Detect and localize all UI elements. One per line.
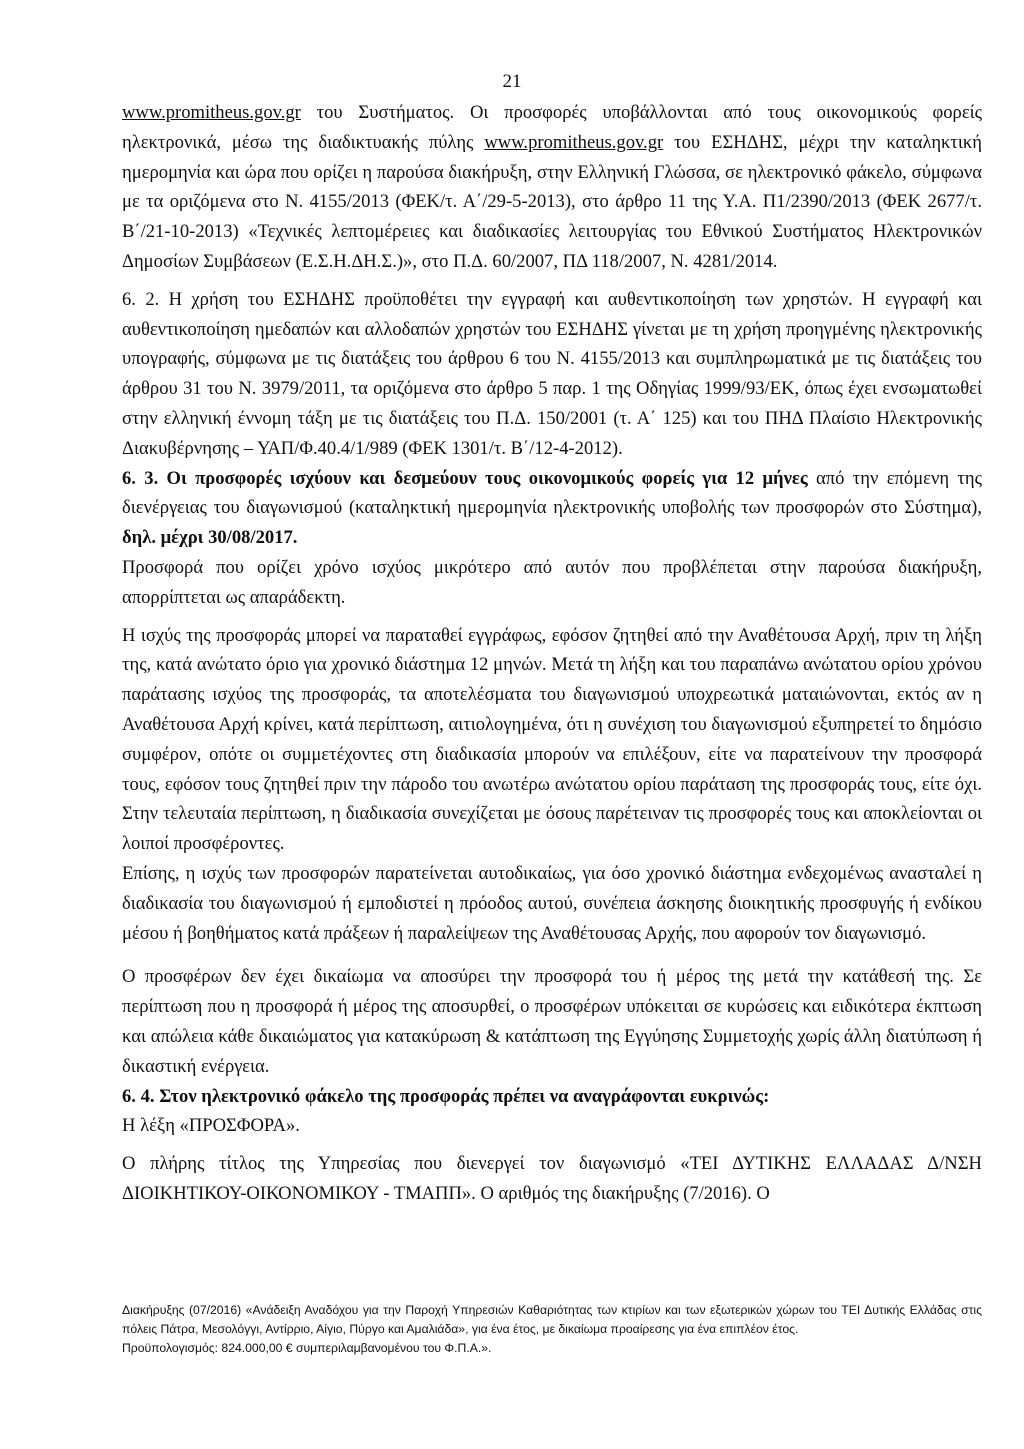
paragraph-extension: Η ισχύς της προσφοράς μπορεί να παραταθεί εγγράφως, εφόσον ζητηθεί από την Αναθέτουσα Αρχή, πριν τη λήξη της, κατά ανώτατο όριο για χρονικό διάστημα 12 μηνών. Μετά τη λήξη και του παραπάνω ανώτατου ορίου χρόνου παράτασης ισχύος της προσφοράς, τα αποτελέσματα του διαγωνισμού υποχρεωτικά ματαιώνονται, εκτός αν η Αναθέτουσα Αρχή κρίνει, κατά περίπτωση, αιτιολογημένα, ότι η συνέχιση του διαγωνισμού εξυπηρετεί το δημόσιο συμφέρον, οπότε οι συμμετέχοντες στη διαδικασία μπορούν να επιλέξουν, είτε να παρατείνουν την προσφορά τους, εφόσον τους ζητηθεί πριν την πάροδο του ανωτέρω ανώτατου ορίου παράταση της προσφοράς τους, είτε όχι. Στην τελευταία περίπτωση, η διαδικασία συνεχίζεται με όσους παρέτειναν τις προσφορές τους και αποκλείονται οι λοιποί προσφέροντες. <box>122 624 982 855</box>
section-6-3 <box>122 464 982 553</box>
footer-budget: Προϋπολογισμός: 824.000,00 € συμπεριλαμβανομένου του Φ.Π.Α.». <box>122 1341 492 1355</box>
section-bold-text: Οι προσφορές ισχύουν και δεσμεύουν τους οικονομικούς φορείς για 12 μήνες <box>158 467 808 489</box>
paragraph-submission <box>122 98 982 277</box>
page-number: 21 <box>502 71 522 92</box>
document-body <box>122 98 982 1209</box>
section-number: 6. 2. <box>122 288 160 310</box>
paragraph-offer-word: Η λέξη «ΠΡΟΣΦΟΡΑ». <box>122 1115 300 1137</box>
paragraph-text: του ΕΣΗΔΗΣ, μέχρι την καταληκτική ημερομηνία και ώρα που ορίζει η παρούσα διακήρυξη, στην Ελληνική Γλώσσα, σε ηλεκτρονικό φάκελο, σύμφωνα με τα οριζόμενα στο Ν. 4155/2013 (ΦΕΚ/τ. Α΄/29-5-2013), στο άρθρο 11 της Υ.Α. Π1/2390/2013 (ΦΕΚ 2677/τ. Β΄/21-10-2013) «Τεχνικές λεπτομέρειες και διαδικασίες λειτουργίας του Εθνικού Συστήματος Ηλεκτρονικών Δημοσίων Συμβάσεων (Ε.Σ.Η.ΔΗ.Σ.)», στο Π.Δ. 60/2007, ΠΔ 118/2007, Ν. 4281/2014. <box>122 131 982 272</box>
section-text: από την επόμενη της διενέργειας του διαγωνισμού (καταληκτική ημερομηνία ηλεκτρονικής υποβολής των προσφορών στο Σύστημα), <box>122 467 982 519</box>
paragraph-automatic-extension: Επίσης, η ισχύς των προσφορών παρατείνεται αυτοδικαίως, για όσο χρονικό διάστημα ενδεχομένως ανασταλεί η διαδικασία του διαγωνισμού ή εμποδιστεί η πρόοδος αυτού, συνέπεια άσκησης διοικητικής προσφυγής ή ενδίκου μέσου ή βοηθήματος κατά πράξεων ή παραλείψεων της Αναθέτουσας Αρχής, που αφορούν τον διαγωνισμό. <box>122 862 982 944</box>
paragraph-withdrawal: Ο προσφέρων δεν έχει δικαίωμα να αποσύρει την προσφορά του ή μέρος της μετά την κατάθεσή της. Σε περίπτωση που η προσφορά ή μέρος της αποσυρθεί, ο προσφέρων υπόκειται σε κυρώσεις και ειδικότερα έκπτωση και απώλεια κάθε δικαιώματος για κατακύρωση & κατάπτωση της Εγγύησης Συμμετοχής χωρίς άλλη διατύπωση ή δικαστική ενέργεια. <box>122 966 982 1077</box>
section-number: 6. 4. <box>122 1085 155 1107</box>
section-6-2 <box>122 285 982 464</box>
section-text: Η χρήση του ΕΣΗΔΗΣ προϋποθέτει την εγγραφή και αυθεντικοποίηση των χρηστών. Η εγγραφή και αυθεντικοποίηση ημεδαπών και αλλοδαπών χρηστών του ΕΣΗΔΗΣ γίνεται με τη χρήση προηγμένης ηλεκτρονικής υπογραφής, σύμφωνα με τις διατάξεις του άρθρου 6 του Ν. 4155/2013 και συμπληρωματικά με τις διατάξεις του άρθρου 31 του Ν. 3979/2011, τα οριζόμενα στο άρθρο 5 παρ. 1 της Οδηγίας 1999/93/ΕΚ, όπως έχει ενσωματωθεί στην ελληνική έννομη τάξη με τις διατάξεις του Π.Δ. 150/2001 (τ. Α΄ 125) και του ΠΗΔ Πλαίσιο Ηλεκτρονικής Διακυβέρνησης – ΥΑΠ/Φ.40.4/1/989 (ΦΕΚ 1301/τ. Β΄/12-4-2012). <box>122 288 982 459</box>
section-heading: Στον ηλεκτρονικό φάκελο της προσφοράς πρέπει να αναγράφονται ευκρινώς: <box>154 1085 770 1107</box>
section-6-4 <box>122 1082 982 1112</box>
deadline-date: δηλ. μέχρι 30/08/2017. <box>122 527 298 549</box>
paragraph-service-title: Ο πλήρης τίτλος της Υπηρεσίας που διενεργεί τον διαγωνισμό «ΤΕΙ ΔΥΤΙΚΗΣ ΕΛΛΑΔΑΣ Δ/ΝΣΗ ΔΙΟΙΚΗΤΙΚΟΥ-ΟΙΚΟΝΟΜΙΚΟΥ - ΤΜΑΠΠ». Ο αριθμός της διακήρυξης (7/2016). Ο <box>122 1153 982 1204</box>
paragraph-validity: Προσφορά που ορίζει χρόνο ισχύος μικρότερο από αυτόν που προβλέπεται στην παρούσα διακήρυξη, απορρίπτεται ως απαράδεκτη. <box>122 556 982 608</box>
footer-tender-description: Διακήρυξης (07/2016) «Ανάδειξη Αναδόχου για την Παροχή Υπηρεσιών Καθαριότητας των κτιρίων και των εξωτερικών χώρων του ΤΕΙ Δυτικής Ελλάδας στις πόλεις Πάτρα, Μεσολόγγι, Αντίρριο, Αίγιο, Πύργο και Αμαλιάδα», για ένα έτος, με δικαίωμα προαίρεσης για ένα επιπλέον έτος. <box>122 1303 982 1336</box>
paragraph-text: του Συστήματος. Οι προσφορές υποβάλλονται από τους οικονομικούς φορείς ηλεκτρονικά, μέσω της διαδικτυακής πύλης <box>122 102 982 153</box>
promitheus-link[interactable]: www.promitheus.gov.gr <box>122 102 301 123</box>
promitheus-link-2[interactable]: www.promitheus.gov.gr <box>484 131 664 153</box>
page-footer <box>122 1301 982 1358</box>
section-number: 6. 3. <box>122 467 159 489</box>
